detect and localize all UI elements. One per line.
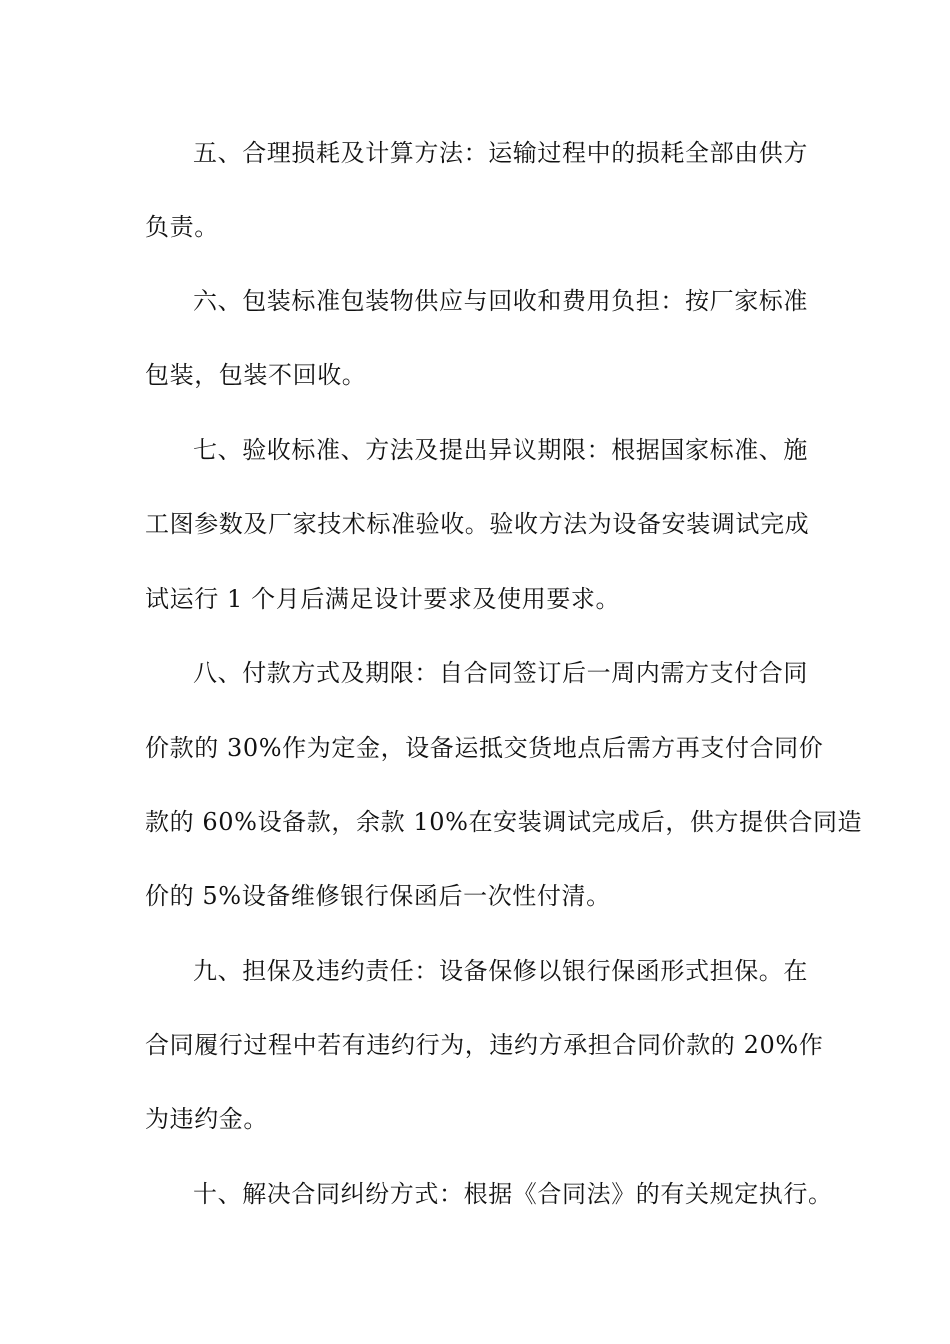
clause-10-line-1: 十、解决合同纠纷方式：根据《合同法》的有关规定执行。 bbox=[193, 1180, 833, 1208]
clause-7-line-3: 试运行 1 个月后满足设计要求及使用要求。 bbox=[145, 585, 621, 613]
clause-6-line-2: 包装，包装不回收。 bbox=[145, 361, 367, 389]
clause-9-line-2: 合同履行过程中若有违约行为，违约方承担合同价款的 20%作 bbox=[145, 1031, 824, 1059]
clause-7-line-1: 七、验收标准、方法及提出异议期限：根据国家标准、施 bbox=[193, 436, 808, 464]
clause-8-line-4: 价的 5%设备维修银行保函后一次性付清。 bbox=[145, 882, 611, 910]
clause-8-line-3: 款的 60%设备款，余款 10%在安装调试完成后，供方提供合同造 bbox=[145, 808, 863, 836]
clause-5-line-2: 负责。 bbox=[145, 213, 219, 241]
clause-9-line-1: 九、担保及违约责任：设备保修以银行保函形式担保。在 bbox=[193, 957, 808, 985]
clause-8-line-2: 价款的 30%作为定金，设备运抵交货地点后需方再支付合同价 bbox=[145, 734, 824, 762]
clause-8-line-1: 八、付款方式及期限：自合同签订后一周内需方支付合同 bbox=[193, 659, 808, 687]
clause-5-line-1: 五、合理损耗及计算方法：运输过程中的损耗全部由供方 bbox=[193, 139, 808, 167]
clause-6-line-1: 六、包装标准包装物供应与回收和费用负担：按厂家标准 bbox=[193, 287, 808, 315]
clause-9-line-3: 为违约金。 bbox=[145, 1105, 268, 1133]
clause-7-line-2: 工图参数及厂家技术标准验收。验收方法为设备安装调试完成 bbox=[145, 510, 810, 538]
